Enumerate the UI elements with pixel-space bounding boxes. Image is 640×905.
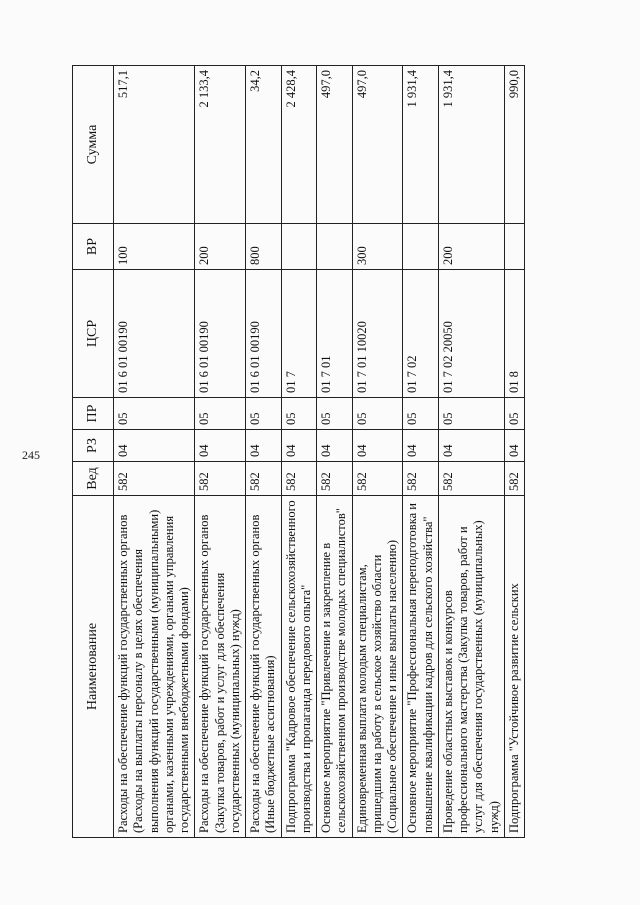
row-name: Расходы на обеспечение функций государственных органов (Расходы на выплаты персоналу в целях обеспечения выполнения функций государственными (муниципальными) органами, казенными учреждениями, органами управления государственными внебюджетными фондами) — [114, 496, 195, 838]
row-csr: 01 7 02 — [403, 270, 439, 398]
row-csr: 01 7 02 20050 — [438, 270, 504, 398]
row-vr: 200 — [438, 224, 504, 270]
row-pr: 05 — [317, 398, 353, 430]
table-row — [403, 66, 439, 838]
row-ved: 582 — [352, 462, 403, 496]
row-vr — [317, 224, 353, 270]
header-pr: ПР — [73, 398, 114, 430]
row-vr — [504, 224, 524, 270]
row-name: Подпрограмма "Кадровое обеспечение сельскохозяйственного производства и пропаганда передового опыта" — [281, 496, 317, 838]
row-pr: 05 — [504, 398, 524, 430]
row-csr: 01 8 — [504, 270, 524, 398]
header-vr: ВР — [73, 224, 114, 270]
row-sum: 2 428,4 — [281, 66, 317, 224]
header-ved: Вед — [73, 462, 114, 496]
row-ved: 582 — [114, 462, 195, 496]
header-sum: Сумма — [73, 66, 114, 224]
row-ved: 582 — [195, 462, 246, 496]
table-row — [246, 66, 282, 838]
header-csr: ЦСР — [73, 270, 114, 398]
row-csr: 01 6 01 00190 — [114, 270, 195, 398]
header-row — [73, 66, 114, 838]
row-name: Единовременная выплата молодым специалистам, пришедшим на работу в сельское хозяйство области (Социальное обеспечение и иные выплаты населению) — [352, 496, 403, 838]
row-ved: 582 — [281, 462, 317, 496]
row-vr: 800 — [246, 224, 282, 270]
row-sum: 1 931,4 — [438, 66, 504, 224]
budget-table — [72, 65, 525, 838]
row-pr: 05 — [281, 398, 317, 430]
row-rz: 04 — [403, 430, 439, 462]
row-sum: 990,0 — [504, 66, 524, 224]
page-number: 245 — [22, 448, 40, 462]
table-row — [352, 66, 403, 838]
row-vr — [403, 224, 439, 270]
row-pr: 05 — [352, 398, 403, 430]
row-vr — [281, 224, 317, 270]
row-rz: 04 — [438, 430, 504, 462]
row-name: Подпрограмма "Устойчивое развитие сельских — [504, 496, 524, 838]
row-pr: 05 — [246, 398, 282, 430]
row-pr: 05 — [195, 398, 246, 430]
row-ved: 582 — [438, 462, 504, 496]
table-row — [114, 66, 195, 838]
table-row — [281, 66, 317, 838]
row-ved: 582 — [403, 462, 439, 496]
row-sum: 517,1 — [114, 66, 195, 224]
row-sum: 497,0 — [317, 66, 353, 224]
row-name: Основное мероприятие "Профессиональная переподготовка и повышение квалификации кадров для сельского хозяйства" — [403, 496, 439, 838]
row-sum: 2 133,4 — [195, 66, 246, 224]
rotated-table-container — [72, 66, 608, 838]
row-sum: 497,0 — [352, 66, 403, 224]
row-rz: 04 — [352, 430, 403, 462]
row-vr: 300 — [352, 224, 403, 270]
row-pr: 05 — [114, 398, 195, 430]
row-ved: 582 — [246, 462, 282, 496]
row-sum: 34,2 — [246, 66, 282, 224]
row-csr: 01 6 01 00190 — [246, 270, 282, 398]
row-name: Расходы на обеспечение функций государственных органов (Иные бюджетные ассигнования) — [246, 496, 282, 838]
row-name: Основное мероприятие "Привлечение и закрепление в сельскохозяйственном производстве молодых специалистов" — [317, 496, 353, 838]
row-rz: 04 — [317, 430, 353, 462]
row-pr: 05 — [403, 398, 439, 430]
row-rz: 04 — [246, 430, 282, 462]
row-rz: 04 — [504, 430, 524, 462]
row-ved: 582 — [317, 462, 353, 496]
row-csr: 01 7 — [281, 270, 317, 398]
table-row — [317, 66, 353, 838]
header-rz: РЗ — [73, 430, 114, 462]
row-rz: 04 — [281, 430, 317, 462]
header-name: Наименование — [73, 496, 114, 838]
table-row — [195, 66, 246, 838]
row-csr: 01 7 01 10020 — [352, 270, 403, 398]
row-name: Проведение областных выставок и конкурсов профессионального мастерства (Закупка товаров, работ и услуг для обеспечения государственных (муниципальных) нужд) — [438, 496, 504, 838]
row-rz: 04 — [114, 430, 195, 462]
row-vr: 100 — [114, 224, 195, 270]
row-pr: 05 — [438, 398, 504, 430]
row-rz: 04 — [195, 430, 246, 462]
row-sum: 1 931,4 — [403, 66, 439, 224]
table-row — [504, 66, 524, 838]
row-csr: 01 6 01 00190 — [195, 270, 246, 398]
row-ved: 582 — [504, 462, 524, 496]
row-csr: 01 7 01 — [317, 270, 353, 398]
table-row — [438, 66, 504, 838]
row-vr: 200 — [195, 224, 246, 270]
row-name: Расходы на обеспечение функций государственных органов (Закупка товаров, работ и услуг для обеспечения государственных (муниципальных) нужд) — [195, 496, 246, 838]
